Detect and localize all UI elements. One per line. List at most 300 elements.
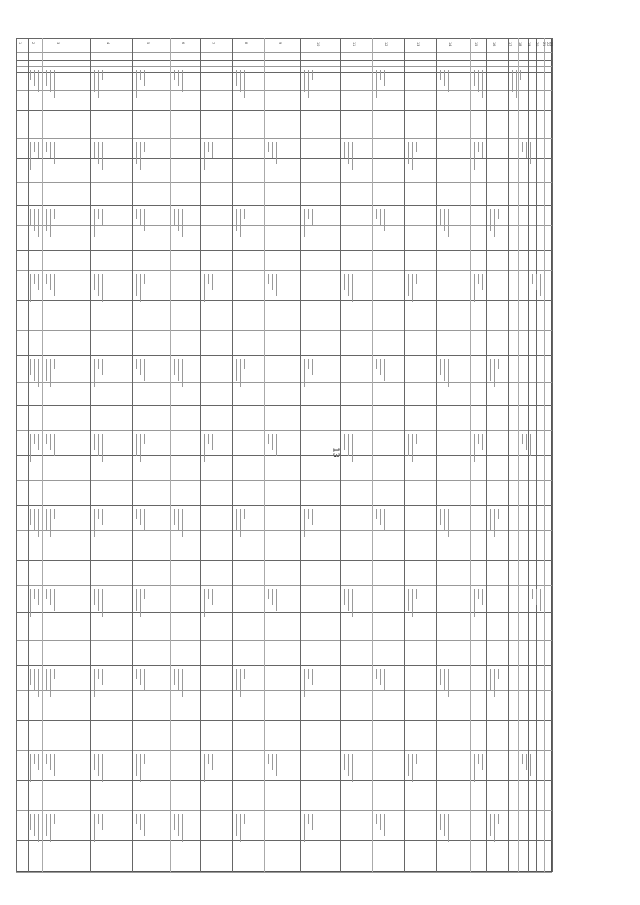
cell-text-block bbox=[144, 509, 145, 531]
cell-text-block bbox=[102, 209, 103, 225]
cell-text-block bbox=[352, 434, 353, 462]
cell-text-block bbox=[236, 209, 237, 231]
cell-text-block bbox=[174, 509, 175, 525]
cell-text-block bbox=[276, 754, 277, 776]
column-rule bbox=[552, 38, 553, 872]
cell-text-block bbox=[440, 509, 441, 525]
column-header-number: 12 bbox=[384, 42, 388, 47]
cell-text-block bbox=[312, 814, 313, 830]
cell-text-block bbox=[304, 509, 305, 537]
cell-text-block bbox=[312, 359, 313, 375]
cell-text-block bbox=[136, 589, 137, 611]
cell-text-block bbox=[344, 142, 345, 158]
cell-text-block bbox=[208, 274, 209, 284]
column-rule bbox=[232, 38, 233, 872]
cell-text-block bbox=[352, 142, 353, 170]
cell-text-block bbox=[140, 509, 141, 525]
cell-text-block bbox=[376, 669, 377, 679]
cell-text-block bbox=[498, 509, 499, 519]
cell-text-block bbox=[136, 669, 137, 679]
cell-text-block bbox=[140, 142, 141, 170]
row-rule bbox=[16, 250, 552, 251]
cell-text-block bbox=[54, 509, 55, 519]
cell-text-block bbox=[30, 754, 31, 782]
cell-text-block bbox=[474, 274, 475, 302]
cell-text-block bbox=[478, 589, 479, 599]
cell-text-block bbox=[140, 70, 141, 80]
cell-text-block bbox=[46, 434, 47, 444]
cell-text-block bbox=[308, 70, 309, 98]
cell-text-block bbox=[494, 509, 495, 537]
cell-text-block bbox=[140, 669, 141, 685]
cell-text-block bbox=[34, 589, 35, 599]
row-rule bbox=[16, 382, 552, 383]
cell-text-block bbox=[408, 434, 409, 456]
cell-text-block bbox=[272, 274, 273, 290]
cell-text-block bbox=[412, 142, 413, 170]
cell-text-block bbox=[50, 434, 51, 450]
cell-text-block bbox=[34, 814, 35, 836]
column-rule bbox=[264, 38, 265, 872]
cell-text-block bbox=[526, 142, 527, 158]
cell-text-block bbox=[136, 434, 137, 456]
cell-text-block bbox=[490, 669, 491, 691]
cell-text-block bbox=[30, 359, 31, 375]
cell-text-block bbox=[136, 509, 137, 519]
cell-text-block bbox=[440, 359, 441, 375]
cell-text-block bbox=[212, 754, 213, 770]
cell-text-block bbox=[136, 359, 137, 369]
cell-text-block bbox=[50, 589, 51, 605]
cell-text-block bbox=[530, 434, 531, 456]
cell-text-block bbox=[490, 359, 491, 381]
cell-text-block bbox=[498, 814, 499, 824]
cell-text-block bbox=[212, 589, 213, 605]
cell-text-block bbox=[98, 70, 99, 98]
cell-text-block bbox=[236, 814, 237, 836]
cell-text-block bbox=[34, 359, 35, 381]
column-header-number: 22 bbox=[546, 42, 550, 47]
cell-text-block bbox=[30, 434, 31, 462]
cell-text-block bbox=[102, 509, 103, 525]
column-rule bbox=[200, 38, 201, 872]
cell-text-block bbox=[536, 274, 537, 290]
cell-text-block bbox=[348, 589, 349, 611]
cell-text-block bbox=[54, 209, 55, 219]
cell-text-block bbox=[46, 509, 47, 531]
cell-text-block bbox=[140, 209, 141, 225]
cell-text-block bbox=[312, 669, 313, 685]
cell-text-block bbox=[236, 359, 237, 381]
cell-text-block bbox=[348, 754, 349, 776]
cell-text-block bbox=[212, 434, 213, 450]
cell-text-block bbox=[494, 814, 495, 842]
cell-text-block bbox=[444, 509, 445, 531]
cell-text-block bbox=[38, 70, 39, 92]
cell-text-block bbox=[54, 359, 55, 369]
column-rule bbox=[372, 38, 373, 872]
cell-text-block bbox=[308, 669, 309, 679]
column-rule bbox=[508, 38, 509, 872]
column-rule bbox=[404, 38, 405, 872]
column-rule bbox=[486, 38, 487, 872]
cell-text-block bbox=[532, 589, 533, 599]
cell-text-block bbox=[94, 754, 95, 770]
cell-text-block bbox=[526, 754, 527, 770]
cell-text-block bbox=[494, 209, 495, 237]
column-header-number: 7 bbox=[211, 42, 215, 45]
column-header-number: 5 bbox=[146, 42, 150, 45]
cell-text-block bbox=[98, 434, 99, 456]
row-rule bbox=[16, 205, 552, 206]
column-rule bbox=[436, 38, 437, 872]
cell-text-block bbox=[482, 142, 483, 158]
cell-text-block bbox=[38, 754, 39, 770]
cell-text-block bbox=[308, 509, 309, 519]
cell-text-block bbox=[276, 589, 277, 611]
cell-text-block bbox=[474, 434, 475, 462]
column-rule bbox=[170, 38, 171, 872]
row-rule bbox=[16, 158, 552, 159]
cell-text-block bbox=[448, 359, 449, 387]
cell-text-block bbox=[380, 359, 381, 375]
cell-text-block bbox=[94, 359, 95, 387]
cell-text-block bbox=[448, 509, 449, 537]
cell-text-block bbox=[34, 669, 35, 691]
cell-text-block bbox=[236, 70, 237, 86]
row-rule bbox=[16, 665, 552, 666]
cell-text-block bbox=[50, 814, 51, 842]
cell-text-block bbox=[308, 209, 309, 219]
cell-text-block bbox=[522, 142, 523, 152]
cell-text-block bbox=[46, 70, 47, 86]
cell-text-block bbox=[416, 754, 417, 764]
row-rule bbox=[16, 90, 552, 91]
column-header-number: 17 bbox=[508, 42, 512, 47]
cell-text-block bbox=[102, 434, 103, 462]
cell-text-block bbox=[312, 70, 313, 80]
cell-text-block bbox=[440, 814, 441, 830]
cell-text-block bbox=[412, 589, 413, 617]
cell-text-block bbox=[376, 359, 377, 369]
row-rule bbox=[16, 560, 552, 561]
cell-text-block bbox=[50, 669, 51, 697]
cell-text-block bbox=[182, 209, 183, 237]
cell-text-block bbox=[94, 669, 95, 697]
cell-text-block bbox=[376, 814, 377, 824]
cell-text-block bbox=[352, 274, 353, 302]
cell-text-block bbox=[416, 434, 417, 444]
row-rule bbox=[16, 585, 552, 586]
cell-text-block bbox=[482, 274, 483, 290]
cell-text-block bbox=[474, 70, 475, 86]
cell-text-block bbox=[38, 589, 39, 605]
cell-text-block bbox=[50, 142, 51, 158]
cell-text-block bbox=[498, 669, 499, 679]
cell-text-block bbox=[98, 274, 99, 296]
cell-text-block bbox=[54, 274, 55, 296]
cell-text-block bbox=[30, 509, 31, 525]
cell-text-block bbox=[34, 142, 35, 152]
cell-text-block bbox=[46, 814, 47, 836]
cell-text-block bbox=[182, 509, 183, 537]
column-header-number: 21 bbox=[542, 42, 546, 47]
row-rule bbox=[16, 182, 552, 183]
row-rule bbox=[16, 780, 552, 781]
cell-text-block bbox=[380, 209, 381, 225]
cell-text-block bbox=[376, 509, 377, 519]
cell-text-block bbox=[54, 589, 55, 611]
cell-text-block bbox=[268, 274, 269, 284]
cell-text-block bbox=[416, 589, 417, 599]
cell-text-block bbox=[140, 814, 141, 830]
cell-text-block bbox=[204, 589, 205, 617]
cell-text-block bbox=[244, 509, 245, 519]
row-rule bbox=[16, 612, 552, 613]
cell-text-block bbox=[268, 142, 269, 152]
column-header-number: 11 bbox=[352, 42, 356, 47]
cell-text-block bbox=[182, 669, 183, 697]
cell-text-block bbox=[348, 274, 349, 296]
row-rule bbox=[16, 640, 552, 641]
column-header-number: 14 bbox=[448, 42, 452, 47]
cell-text-block bbox=[474, 589, 475, 617]
cell-text-block bbox=[482, 754, 483, 770]
cell-text-block bbox=[416, 142, 417, 152]
cell-text-block bbox=[240, 209, 241, 237]
column-rule bbox=[518, 38, 519, 872]
cell-text-block bbox=[178, 359, 179, 381]
cell-text-block bbox=[136, 70, 137, 98]
cell-text-block bbox=[268, 754, 269, 764]
cell-text-block bbox=[38, 274, 39, 290]
cell-text-block bbox=[54, 70, 55, 98]
cell-text-block bbox=[54, 434, 55, 456]
cell-text-block bbox=[448, 814, 449, 842]
cell-text-block bbox=[536, 589, 537, 605]
cell-text-block bbox=[54, 754, 55, 776]
column-header-number: 8 bbox=[244, 42, 248, 45]
cell-text-block bbox=[448, 209, 449, 237]
cell-text-block bbox=[54, 814, 55, 824]
cell-text-block bbox=[182, 70, 183, 92]
cell-text-block bbox=[94, 142, 95, 158]
cell-text-block bbox=[412, 274, 413, 302]
cell-text-block bbox=[412, 754, 413, 782]
cell-text-block bbox=[102, 70, 103, 80]
cell-text-block bbox=[98, 669, 99, 679]
cell-text-block bbox=[244, 814, 245, 824]
cell-text-block bbox=[516, 70, 517, 98]
cell-text-block bbox=[268, 434, 269, 444]
cell-text-block bbox=[344, 274, 345, 290]
cell-text-block bbox=[50, 70, 51, 92]
cell-text-block bbox=[380, 669, 381, 685]
cell-text-block bbox=[348, 142, 349, 164]
cell-text-block bbox=[208, 754, 209, 764]
cell-text-block bbox=[46, 359, 47, 381]
cell-text-block bbox=[444, 70, 445, 86]
cell-text-block bbox=[490, 509, 491, 531]
cell-text-block bbox=[440, 669, 441, 685]
cell-text-block bbox=[494, 359, 495, 387]
cell-text-block bbox=[352, 589, 353, 617]
row-rule bbox=[16, 505, 552, 506]
cell-text-block bbox=[144, 754, 145, 764]
cell-text-block bbox=[30, 589, 31, 617]
cell-text-block bbox=[50, 209, 51, 237]
cell-text-block bbox=[94, 209, 95, 237]
cell-text-block bbox=[94, 434, 95, 450]
cell-text-block bbox=[98, 209, 99, 219]
cell-text-block bbox=[30, 209, 31, 225]
column-rule bbox=[42, 38, 43, 872]
cell-text-block bbox=[304, 814, 305, 842]
cell-text-block bbox=[144, 589, 145, 599]
cell-text-block bbox=[448, 669, 449, 697]
column-header-number: 19 bbox=[527, 42, 531, 47]
column-rule bbox=[28, 38, 29, 872]
cell-text-block bbox=[50, 274, 51, 290]
cell-text-block bbox=[182, 359, 183, 387]
cell-text-block bbox=[276, 274, 277, 296]
cell-text-block bbox=[102, 814, 103, 830]
column-header-number: 16 bbox=[492, 42, 496, 47]
page-number: 13 bbox=[331, 447, 341, 458]
cell-text-block bbox=[240, 814, 241, 842]
cell-text-block bbox=[444, 669, 445, 691]
cell-text-block bbox=[482, 589, 483, 605]
cell-text-block bbox=[38, 814, 39, 842]
cell-text-block bbox=[178, 509, 179, 531]
column-header-number: 23 bbox=[549, 42, 553, 47]
cell-text-block bbox=[530, 142, 531, 164]
row-rule bbox=[16, 405, 552, 406]
row-rule bbox=[16, 72, 552, 73]
cell-text-block bbox=[144, 209, 145, 231]
row-rule bbox=[16, 480, 552, 481]
cell-text-block bbox=[46, 209, 47, 231]
cell-text-block bbox=[268, 589, 269, 599]
cell-text-block bbox=[208, 589, 209, 599]
cell-text-block bbox=[98, 509, 99, 519]
cell-text-block bbox=[304, 669, 305, 697]
cell-text-block bbox=[236, 509, 237, 531]
row-rule bbox=[16, 720, 552, 721]
cell-text-block bbox=[444, 814, 445, 836]
cell-text-block bbox=[34, 274, 35, 284]
cell-text-block bbox=[50, 754, 51, 770]
cell-text-block bbox=[526, 434, 527, 450]
cell-text-block bbox=[522, 754, 523, 764]
cell-text-block bbox=[38, 509, 39, 537]
cell-text-block bbox=[308, 814, 309, 824]
cell-text-block bbox=[478, 274, 479, 284]
cell-text-block bbox=[376, 70, 377, 98]
column-header-number: 9 bbox=[278, 42, 282, 45]
cell-text-block bbox=[408, 589, 409, 611]
column-header-number: 18 bbox=[518, 42, 522, 47]
column-header-number: 6 bbox=[181, 42, 185, 45]
cell-text-block bbox=[308, 359, 309, 369]
cell-text-block bbox=[344, 589, 345, 605]
cell-text-block bbox=[136, 754, 137, 776]
column-header-number: 10 bbox=[316, 42, 320, 47]
row-rule bbox=[16, 530, 552, 531]
row-rule bbox=[16, 60, 552, 61]
column-rule bbox=[90, 38, 91, 872]
cell-text-block bbox=[490, 209, 491, 231]
row-rule bbox=[16, 355, 552, 356]
column-rule bbox=[528, 38, 529, 872]
row-rule bbox=[16, 810, 552, 811]
column-rule bbox=[340, 38, 341, 872]
cell-text-block bbox=[272, 754, 273, 770]
cell-text-block bbox=[384, 359, 385, 381]
cell-text-block bbox=[208, 142, 209, 152]
row-rule bbox=[16, 300, 552, 301]
cell-text-block bbox=[344, 754, 345, 770]
cell-text-block bbox=[276, 434, 277, 456]
cell-text-block bbox=[312, 509, 313, 525]
cell-text-block bbox=[408, 754, 409, 776]
cell-text-block bbox=[30, 669, 31, 685]
cell-text-block bbox=[474, 754, 475, 782]
cell-text-block bbox=[38, 434, 39, 450]
cell-text-block bbox=[376, 209, 377, 219]
cell-text-block bbox=[46, 669, 47, 691]
cell-text-block bbox=[98, 142, 99, 164]
column-rule bbox=[470, 38, 471, 872]
cell-text-block bbox=[498, 359, 499, 369]
cell-text-block bbox=[352, 754, 353, 782]
cell-text-block bbox=[244, 209, 245, 219]
cell-text-block bbox=[30, 274, 31, 302]
cell-text-block bbox=[34, 509, 35, 531]
cell-text-block bbox=[490, 814, 491, 836]
cell-text-block bbox=[98, 589, 99, 611]
cell-text-block bbox=[384, 209, 385, 231]
cell-text-block bbox=[144, 359, 145, 381]
cell-text-block bbox=[140, 589, 141, 617]
column-rule bbox=[132, 38, 133, 872]
row-rule bbox=[16, 66, 552, 67]
cell-text-block bbox=[380, 509, 381, 525]
cell-text-block bbox=[136, 814, 137, 824]
cell-text-block bbox=[140, 754, 141, 782]
cell-text-block bbox=[102, 274, 103, 302]
cell-text-block bbox=[140, 434, 141, 462]
cell-text-block bbox=[144, 814, 145, 836]
cell-text-block bbox=[144, 142, 145, 152]
cell-text-block bbox=[240, 669, 241, 697]
row-rule bbox=[16, 750, 552, 751]
row-rule bbox=[16, 38, 552, 39]
cell-text-block bbox=[244, 359, 245, 369]
cell-text-block bbox=[204, 754, 205, 782]
cell-text-block bbox=[94, 509, 95, 537]
cell-text-block bbox=[102, 142, 103, 170]
cell-text-block bbox=[478, 434, 479, 444]
cell-text-block bbox=[244, 70, 245, 98]
cell-text-block bbox=[478, 142, 479, 152]
cell-text-block bbox=[344, 434, 345, 450]
cell-text-block bbox=[102, 359, 103, 375]
column-header-number: 13 bbox=[416, 42, 420, 47]
cell-text-block bbox=[348, 434, 349, 456]
cell-text-block bbox=[208, 434, 209, 444]
cell-text-block bbox=[102, 589, 103, 617]
